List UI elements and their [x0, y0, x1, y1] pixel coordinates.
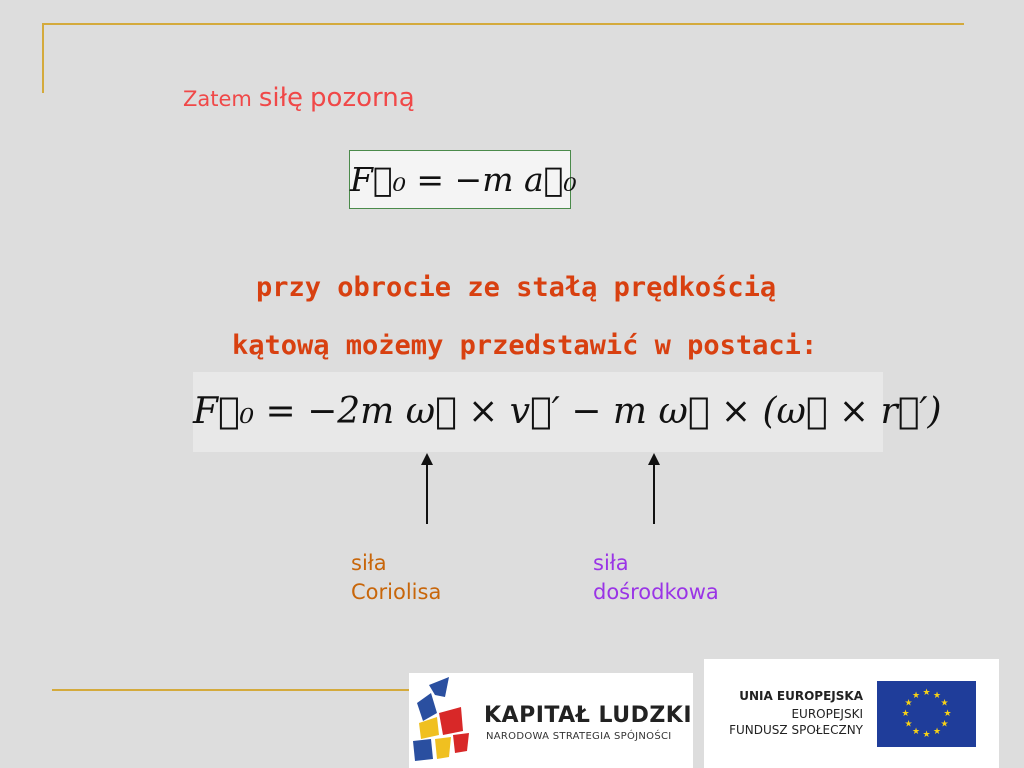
svg-text:★: ★ [904, 698, 913, 709]
left-rule [42, 23, 44, 93]
heading-prefix: Zatem [183, 87, 252, 111]
coriolis-label-line1: siła [351, 551, 387, 575]
centripetal-label-line2: dośrodkowa [593, 580, 719, 604]
eu-line2: EUROPEJSKI [791, 707, 863, 721]
svg-text:★: ★ [940, 698, 949, 709]
kapital-ludzki-emblem-icon [409, 673, 479, 768]
bottom-rule [52, 689, 409, 691]
svg-text:★: ★ [932, 727, 942, 737]
eu-line3: FUNDUSZ SPOŁECZNY [729, 723, 863, 737]
svg-text:★: ★ [901, 709, 910, 719]
body-line-2: kątową możemy przedstawić w postaci: [232, 330, 818, 361]
centripetal-label-line1: siła [593, 551, 629, 575]
eu-title: UNIA EUROPEJSKA [739, 689, 863, 703]
slide-heading [183, 83, 415, 113]
svg-text:★: ★ [943, 709, 952, 719]
kapital-ludzki-subtitle: NARODOWA STRATEGIA SPÓJNOŚCI [486, 731, 672, 742]
coriolis-label-line2: Coriolisa [351, 580, 442, 604]
top-rule [42, 23, 964, 25]
svg-text:★: ★ [904, 719, 913, 730]
kapital-ludzki-logo [409, 673, 693, 768]
svg-text:★: ★ [922, 688, 931, 698]
svg-text:★: ★ [911, 691, 921, 701]
coriolis-label [351, 549, 441, 607]
heading-word2: pozorną [310, 83, 415, 113]
svg-text:★: ★ [932, 691, 942, 701]
svg-text:★: ★ [940, 719, 949, 730]
body-line-1: przy obrocie ze stałą prędkością [256, 272, 777, 303]
coriolis-arrow-shaft [426, 462, 428, 524]
apparent-force-formula: F⃗₀ = −m a⃗₀ [349, 150, 571, 209]
svg-text:★: ★ [922, 730, 931, 740]
svg-text:★: ★ [911, 727, 921, 737]
eu-stars-icon [877, 681, 976, 747]
centripetal-label [593, 549, 719, 607]
eu-flag-icon [877, 681, 976, 747]
centripetal-arrow-shaft [653, 462, 655, 524]
eu-social-fund-logo [704, 659, 999, 768]
rotating-frame-formula: F⃗₀ = −2m ω⃗ × v⃗′ − m ω⃗ × (ω⃗ × r⃗′) [193, 372, 883, 452]
heading-word1: siłę [258, 83, 304, 113]
kapital-ludzki-title: KAPITAŁ LUDZKI [484, 703, 693, 728]
